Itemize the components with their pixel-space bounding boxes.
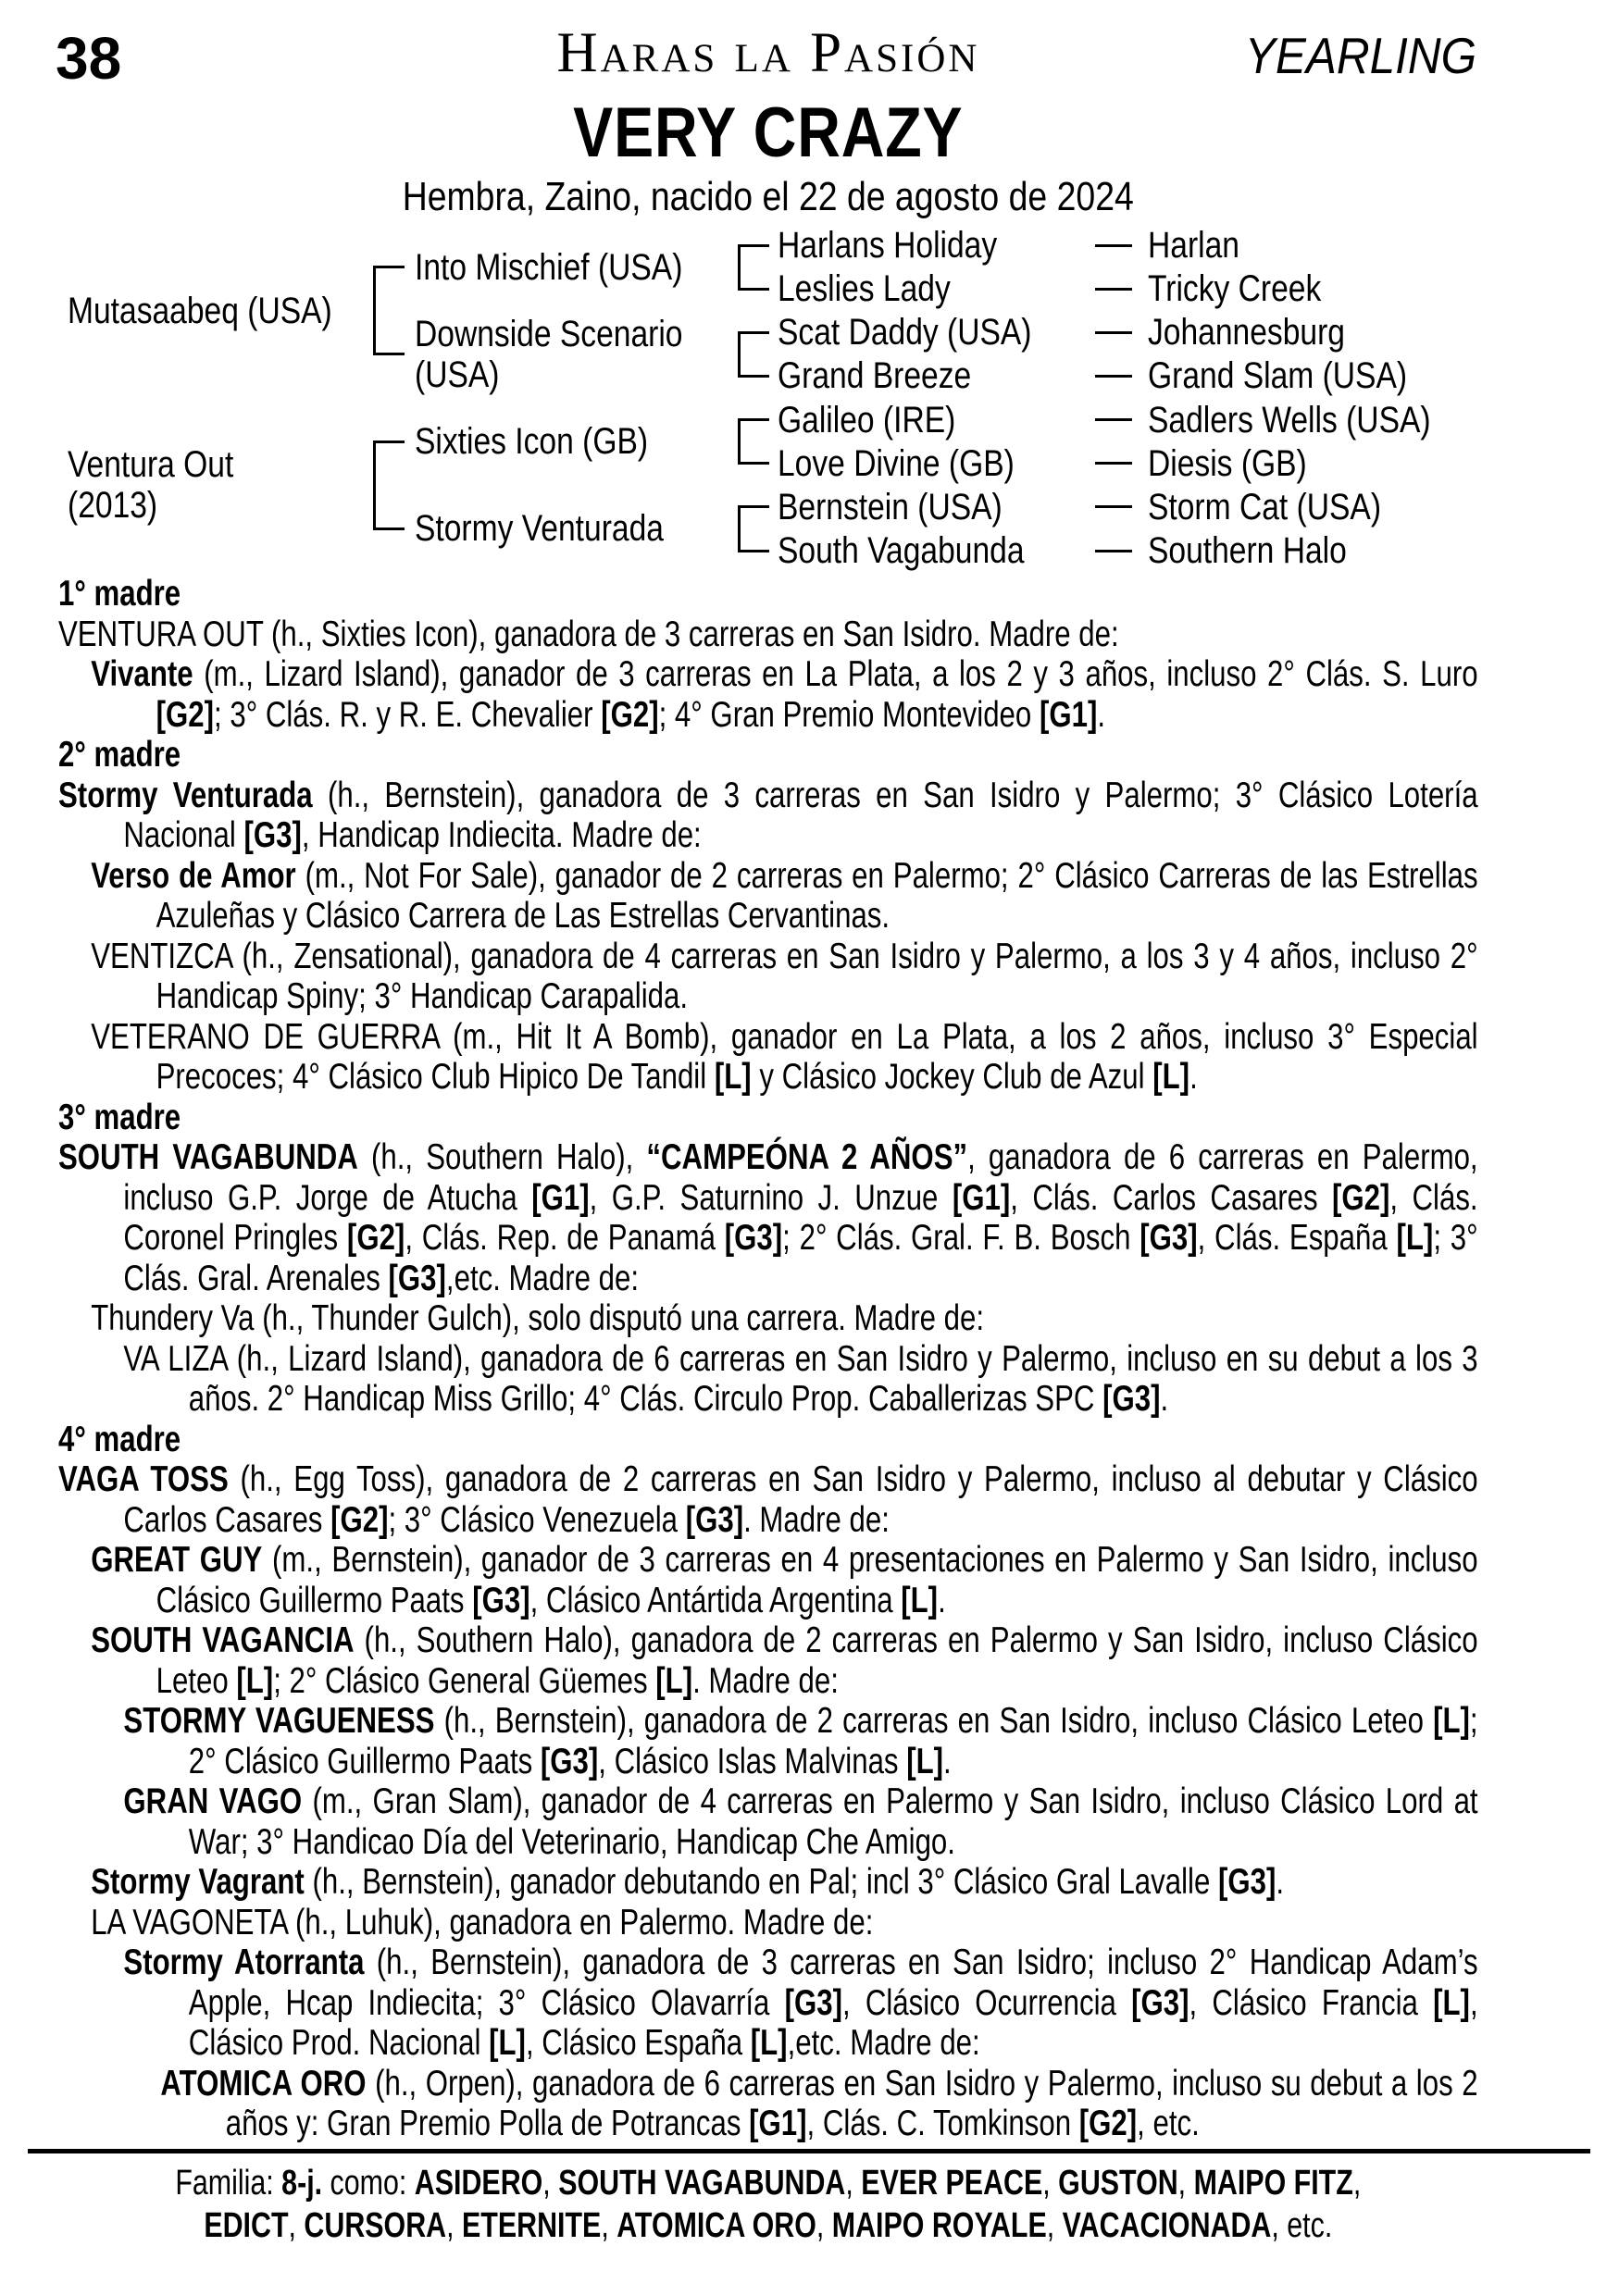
pedigree-paragraph: Stormy Venturada (h., Bernstein), ganadora de 3 carreras en San Isidro y Palermo; 3° Clásico Lotería Nacional [G3], Handicap Indiecita. Madre de: bbox=[58, 775, 1478, 855]
pedigree-paragraph: STORMY VAGUENESS (h., Bernstein), ganadora de 2 carreras en San Isidro, incluso Clásico Leteo [L]; 2° Clásico Guillermo Paats [G3], Clásico Islas Malvinas [L]. bbox=[123, 1701, 1478, 1781]
pedigree-node-gen4: Tricky Creek bbox=[1148, 268, 1322, 310]
produce-record bbox=[58, 574, 1478, 2144]
pedigree-node-gen3: Galileo (IRE) bbox=[778, 399, 956, 441]
pedigree-bracket bbox=[738, 244, 769, 291]
pedigree-node-gen2: Stormy Venturada bbox=[415, 508, 664, 550]
pedigree-bracket bbox=[738, 505, 769, 552]
pedigree-node-gen4: Diesis (GB) bbox=[1148, 442, 1307, 484]
pedigree-connector bbox=[1095, 550, 1132, 552]
sale-category: YEARLING bbox=[1244, 27, 1476, 84]
pedigree-connector bbox=[1095, 462, 1132, 465]
pedigree-node-gen3: Harlans Holiday bbox=[778, 225, 998, 266]
pedigree-paragraph: VAGA TOSS (h., Egg Toss), ganadora de 2 carreras en San Isidro y Palermo, incluso al debutar y Clásico Carlos Casares [G2]; 3° Clásico Venezuela [G3]. Madre de: bbox=[58, 1459, 1478, 1540]
pedigree-connector bbox=[1095, 418, 1132, 421]
pedigree-paragraph: VA LIZA (h., Lizard Island), ganadora de 6 carreras en San Isidro y Palermo, incluso en su debut a los 3 años. 2° Handicap Miss Grillo; 4° Clás. Circulo Prop. Caballerizas SPC [G3]. bbox=[123, 1338, 1478, 1419]
dam-section-heading: 1° madre bbox=[58, 574, 181, 614]
pedigree-bracket bbox=[738, 418, 769, 465]
pedigree-paragraph: VENTIZCA (h., Zensational), ganadora de 4 carreras en San Isidro y Palermo, a los 3 y 4 años, incluso 2° Handicap Spiny; 3° Handicap Carapalida. bbox=[91, 936, 1478, 1016]
pedigree-node-gen2: Downside Scenario (USA) bbox=[415, 313, 683, 395]
pedigree-connector bbox=[1095, 375, 1132, 378]
pedigree-connector bbox=[1095, 505, 1132, 508]
pedigree-node-gen2: Sixties Icon (GB) bbox=[415, 421, 649, 463]
pedigree-node-gen3: Scat Daddy (USA) bbox=[778, 312, 1032, 354]
pedigree-connector bbox=[1095, 244, 1132, 247]
pedigree-node-gen3: Bernstein (USA) bbox=[778, 486, 1003, 527]
pedigree-node-gen1: Mutasaabeq (USA) bbox=[68, 290, 332, 331]
family-note-line: EDICT, CURSORA, ETERNITE, ATOMICA ORO, MAIPO ROYALE, VACACIONADA, etc. bbox=[204, 2206, 1333, 2245]
pedigree-bracket bbox=[373, 441, 405, 530]
pedigree-node-gen4: Johannesburg bbox=[1148, 312, 1345, 354]
dam-section-heading: 4° madre bbox=[58, 1419, 181, 1459]
pedigree-paragraph: VETERANO DE GUERRA (m., Hit It A Bomb), ganador en La Plata, a los 2 años, incluso 3° Especial Precoces; 4° Clásico Club Hipico De Tandil [L] y Clásico Jockey Club de Azul [L]. bbox=[91, 1016, 1478, 1097]
pedigree-paragraph: SOUTH VAGANCIA (h., Southern Halo), ganadora de 2 carreras en Palermo y San Isidro, incluso Clásico Leteo [L]; 2° Clásico General Güemes [L]. Madre de: bbox=[91, 1620, 1478, 1701]
pedigree-paragraph: LA VAGONETA (h., Luhuk), ganadora en Palermo. Madre de: bbox=[91, 1902, 874, 1942]
pedigree-paragraph: VENTURA OUT (h., Sixties Icon), ganadora de 3 carreras en San Isidro. Madre de: bbox=[58, 614, 1119, 654]
pedigree-bracket bbox=[373, 266, 405, 355]
pedigree-node-gen4: Southern Halo bbox=[1148, 530, 1347, 572]
pedigree-node-gen4: Grand Slam (USA) bbox=[1148, 355, 1408, 397]
dam-section-heading: 3° madre bbox=[58, 1097, 181, 1137]
pedigree-paragraph: Vivante (m., Lizard Island), ganador de 3 carreras en La Plata, a los 2 y 3 años, incluso 2° Clás. S. Luro [G2]; 3° Clás. R. y R. E. Chevalier [G2]; 4° Gran Premio Montevideo [G1]. bbox=[91, 654, 1478, 735]
pedigree-node-gen1: Ventura Out (2013) bbox=[68, 444, 234, 527]
horse-name-text: VERY CRAZY bbox=[573, 93, 964, 172]
pedigree-paragraph: Thundery Va (h., Thunder Gulch), solo disputó una carrera. Madre de: bbox=[91, 1298, 985, 1338]
horse-details-text: Hembra, Zaino, nacido el 22 de agosto de 2024 bbox=[402, 174, 1135, 219]
pedigree-tree bbox=[0, 0, 1619, 611]
pedigree-node-gen4: Sadlers Wells (USA) bbox=[1148, 399, 1431, 441]
pedigree-node-gen3: Love Divine (GB) bbox=[778, 442, 1015, 484]
pedigree-paragraph: SOUTH VAGABUNDA (h., Southern Halo), “CAMPEÓNA 2 AÑOS”, ganadora de 6 carreras en Palermo, incluso G.P. Jorge de Atucha [G1], G.P. Saturnino J. Unzue [G1], Clás. Carlos Casares [G2], Clás. Coronel Pringles [G2], Clás. Rep. de Panamá [G3]; 2° Clás. Gral. F. B. Bosch [G3], Clás. España [L]; 3° Clás. Gral. Arenales [G3],etc. Madre de: bbox=[58, 1137, 1478, 1298]
pedigree-node-gen3: Grand Breeze bbox=[778, 355, 972, 397]
pedigree-connector bbox=[1095, 331, 1132, 334]
page-number: 38 bbox=[56, 25, 122, 92]
pedigree-node-gen4: Storm Cat (USA) bbox=[1148, 486, 1382, 527]
pedigree-node-gen3: Leslies Lady bbox=[778, 268, 951, 310]
pedigree-node-gen2: Into Mischief (USA) bbox=[415, 246, 683, 288]
pedigree-bracket bbox=[738, 331, 769, 378]
pedigree-paragraph: Stormy Atorranta (h., Bernstein), ganadora de 3 carreras en San Isidro; incluso 2° Handicap Adam’s Apple, Hcap Indiecita; 3° Clásico Olavarría [G3], Clásico Ocurrencia [G3], Clásico Francia [L], Clásico Prod. Nacional [L], Clásico España [L],etc. Madre de: bbox=[123, 1942, 1478, 2063]
pedigree-paragraph: GRAN VAGO (m., Gran Slam), ganador de 4 carreras en Palermo y San Isidro, incluso Clásico Lord at War; 3° Handicao Día del Veterinario, Handicap Che Amigo. bbox=[123, 1781, 1478, 1862]
pedigree-paragraph: GREAT GUY (m., Bernstein), ganador de 3 carreras en 4 presentaciones en Palermo y San Isidro, incluso Clásico Guillermo Paats [G3], Clásico Antártida Argentina [L]. bbox=[91, 1540, 1478, 1620]
pedigree-paragraph: Stormy Vagrant (h., Bernstein), ganador debutando en Pal; incl 3° Clásico Gral Lavalle [G3]. bbox=[91, 1862, 1285, 1902]
pedigree-paragraph: Verso de Amor (m., Not For Sale), ganador de 2 carreras en Palermo; 2° Clásico Carreras de las Estrellas Azuleñas y Clásico Carrera de Las Estrellas Cervantinas. bbox=[91, 855, 1478, 936]
pedigree-connector bbox=[1095, 288, 1132, 291]
pedigree-paragraph: ATOMICA ORO (h., Orpen), ganadora de 6 carreras en San Isidro y Palermo, incluso su debut a los 2 años y: Gran Premio Polla de Potrancas [G1], Clás. C. Tomkinson [G2], etc. bbox=[160, 2063, 1478, 2143]
family-note-line: Familia: 8-j. como: ASIDERO, SOUTH VAGABUNDA, EVER PEACE, GUSTON, MAIPO FITZ, bbox=[175, 2164, 1362, 2203]
stud-name: Haras la Pasión bbox=[556, 22, 980, 84]
dam-section-heading: 2° madre bbox=[58, 735, 181, 775]
family-note bbox=[58, 2162, 1478, 2247]
footer-divider bbox=[28, 2149, 1590, 2153]
pedigree-node-gen3: South Vagabunda bbox=[778, 530, 1025, 572]
pedigree-node-gen4: Harlan bbox=[1148, 225, 1239, 266]
